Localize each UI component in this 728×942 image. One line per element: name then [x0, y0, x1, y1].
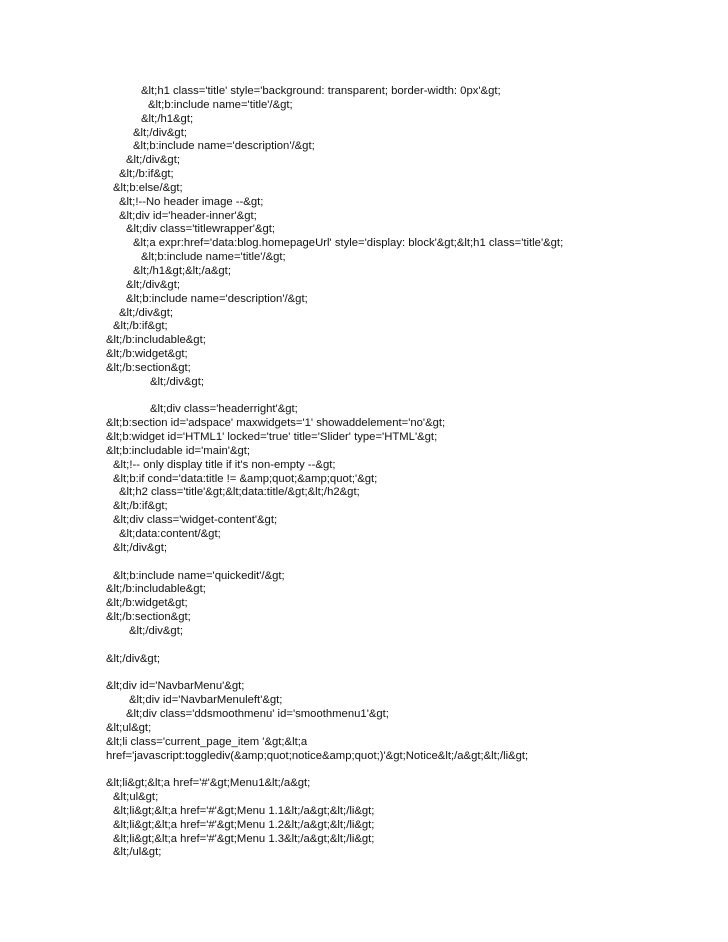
code-line: &lt;div class='headerright'&gt;: [150, 403, 298, 416]
code-line: &lt;/div&gt;: [113, 541, 167, 554]
code-line: &lt;h1 class='title' style='background: transparent; border-width: 0px'&gt;: [141, 85, 501, 97]
code-line: &lt;b:widget id='HTML1' locked='true' title='Slider' type='HTML'&gt;: [106, 431, 438, 444]
code-line: &lt;/div&gt;: [119, 306, 173, 319]
code-line: &lt;/b:includable&gt;: [106, 334, 206, 347]
code-line: &lt;/b:if&gt;: [119, 168, 174, 181]
code-line: &lt;!--No header image --&gt;: [119, 195, 264, 208]
code-line: &lt;b:include name='title'/&gt;: [141, 251, 286, 264]
code-line: &lt;/b:if&gt;: [113, 500, 168, 513]
code-line: &lt;div id='NavbarMenu'&gt;: [106, 680, 245, 693]
code-line: &lt;b:includable id='main'&gt;: [106, 444, 251, 457]
code-line: &lt;/div&gt;: [129, 624, 183, 637]
code-line: &lt;!-- only display title if it's non-empty --&gt;: [113, 458, 336, 471]
code-line: &lt;b:else/&gt;: [113, 181, 183, 194]
code-line: &lt;div class='ddsmoothmenu' id='smoothmenu1'&gt;: [126, 707, 389, 720]
code-line: &lt;/div&gt;: [106, 652, 160, 665]
code-line: &lt;/ul&gt;: [113, 846, 162, 859]
code-line: &lt;li&gt;&lt;a href='#'&gt;Menu 1.2&lt;/a&gt;&lt;/li&gt;: [113, 818, 375, 831]
code-line: &lt;li&gt;&lt;a href='#'&gt;Menu 1.1&lt;/a&gt;&lt;/li&gt;: [113, 804, 375, 817]
code-line: &lt;div class='widget-content'&gt;: [113, 514, 278, 527]
code-line: &lt;b:if cond='data:title != &amp;quot;&amp;quot;'&gt;: [113, 472, 378, 485]
code-line: &lt;b:include name='description'/&gt;: [126, 292, 308, 305]
code-line: &lt;a expr:href='data:blog.homepageUrl' style='display: block'&gt;&lt;h1 class='title'&gt;: [133, 237, 564, 250]
code-line: &lt;b:include name='quickedit'/&gt;: [113, 569, 285, 582]
code-listing: [0, 85, 728, 860]
code-line: &lt;/b:widget&gt;: [106, 348, 188, 361]
code-line: &lt;/b:section&gt;: [106, 361, 191, 374]
code-line: &lt;ul&gt;: [106, 721, 152, 734]
code-line: &lt;/div&gt;: [126, 278, 180, 291]
code-line: &lt;h2 class='title'&gt;&lt;data:title/&gt;&lt;/h2&gt;: [119, 486, 360, 499]
code-line: href='javascript:togglediv(&amp;quot;notice&amp;quot;)'&gt;Notice&lt;/a&gt;&lt;/li&gt;: [106, 749, 529, 762]
code-line: &lt;div id='NavbarMenuleft'&gt;: [129, 694, 283, 707]
code-line: &lt;li&gt;&lt;a href='#'&gt;Menu1&lt;/a&gt;: [106, 777, 311, 790]
code-line: &lt;div id='header-inner'&gt;: [119, 209, 257, 222]
code-line: &lt;/h1&gt;&lt;/a&gt;: [133, 264, 231, 277]
code-line: &lt;/h1&gt;: [141, 112, 194, 125]
code-line: [0, 390, 728, 404]
code-line: &lt;/b:widget&gt;: [106, 597, 188, 610]
code-line: &lt;/b:includable&gt;: [106, 583, 206, 596]
code-line: &lt;data:content/&gt;: [119, 528, 221, 540]
code-line: &lt;/b:section&gt;: [106, 611, 191, 624]
code-line: &lt;li class='current_page_item '&gt;&lt;a: [106, 735, 308, 748]
code-line: &lt;/b:if&gt;: [113, 320, 168, 333]
code-line: &lt;ul&gt;: [113, 791, 159, 804]
code-line: &lt;/div&gt;: [133, 126, 187, 139]
code-line: &lt;b:include name='description'/&gt;: [133, 140, 315, 153]
code-line: [0, 666, 728, 680]
code-line: [0, 763, 728, 777]
code-line: [0, 639, 728, 653]
code-line: &lt;b:include name='title'/&gt;: [148, 98, 293, 111]
code-line: &lt;li&gt;&lt;a href='#'&gt;Menu 1.3&lt;/a&gt;&lt;/li&gt;: [113, 832, 375, 845]
code-line: [0, 556, 728, 570]
code-line: &lt;/div&gt;: [126, 154, 180, 167]
code-line: &lt;div class='titlewrapper'&gt;: [126, 223, 276, 236]
code-line: &lt;b:section id='adspace' maxwidgets='1' showaddelement='no'&gt;: [106, 417, 446, 430]
code-line: &lt;/div&gt;: [150, 375, 204, 388]
